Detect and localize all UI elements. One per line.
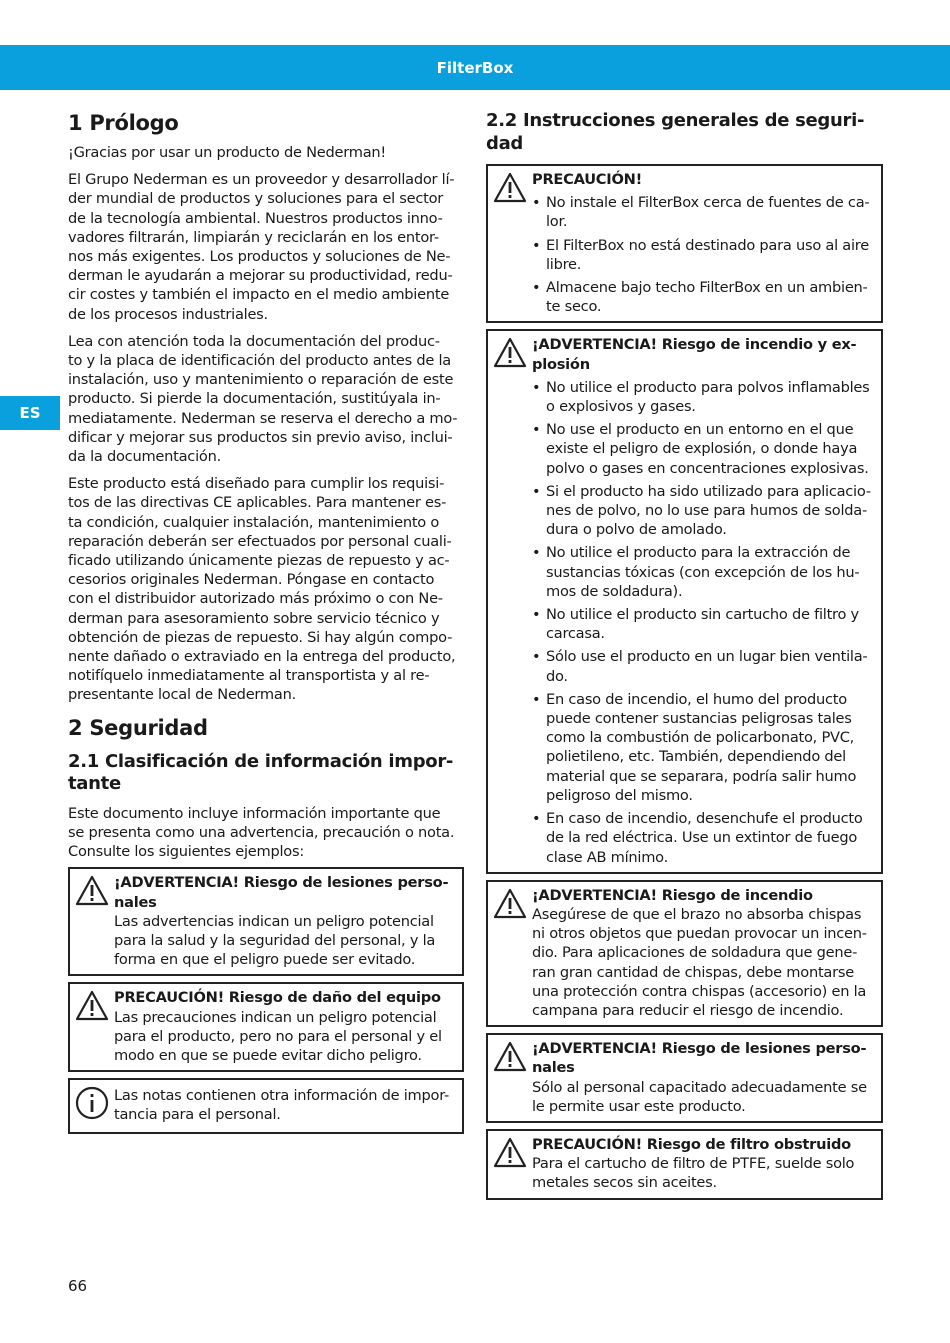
warning-triangle-icon	[75, 990, 109, 1022]
text-line: como la combustión de policarbonato, PVC,	[546, 729, 855, 747]
list-item	[532, 378, 875, 416]
text-line: modo en que se puede evitar dicho peligro.	[114, 1046, 422, 1064]
text-line: carcasa.	[546, 625, 605, 643]
info-circle-icon	[75, 1086, 109, 1120]
header-bar	[0, 45, 950, 90]
warning-body	[532, 1078, 875, 1116]
heading-clasificacion	[68, 751, 464, 796]
warning-triangle-icon	[493, 1041, 527, 1073]
list-item	[532, 236, 875, 274]
text-line: campana para reducir el riesgo de incendio.	[532, 1001, 844, 1019]
text-line: Sólo al personal capacitado adecuadamente se	[532, 1078, 867, 1096]
list-item	[532, 690, 875, 805]
warning-body	[114, 912, 456, 970]
text-line: producto. Si pierde la documentación, sustitúyala in-	[68, 390, 441, 408]
caution-title	[532, 170, 875, 189]
text-line: • No utilice el producto sin cartucho de filtro y	[546, 606, 859, 624]
text-line: para el producto, pero no para el personal y el	[114, 1027, 442, 1045]
text-line: reparación deberán ser efectuados por personal cuali-	[68, 532, 452, 550]
paragraph-este	[68, 474, 464, 704]
text-line: to y la placa de identificación del producto antes de la	[68, 352, 451, 370]
text-line: se presenta como una advertencia, precaución o nota.	[68, 823, 455, 841]
text-line: Las notas contienen otra información de impor-	[114, 1087, 450, 1105]
text-line: • Si el producto ha sido utilizado para aplicacio-	[546, 482, 871, 500]
text-line: derman le ayudarán a mejorar su productividad, redu-	[68, 267, 453, 285]
text-line: dura o polvo de amolado.	[546, 521, 727, 539]
text-line: dad	[486, 132, 524, 154]
text-line: con el distribuidor autorizado más próximo o con Ne-	[68, 590, 443, 608]
text-line: material que se separara, podría salir humo	[546, 767, 857, 785]
caution-title	[114, 988, 456, 1007]
text-line: Este documento incluye información importante que	[68, 804, 441, 822]
text-line: plosión	[532, 355, 590, 373]
heading-prologo: 1 Prólogo	[68, 111, 179, 135]
paragraph-documento	[68, 804, 464, 862]
text-line: do.	[546, 667, 568, 685]
text-line: Para el cartucho de filtro de PTFE, suelde solo	[532, 1155, 855, 1173]
text-line: peligroso del mismo.	[546, 786, 693, 804]
text-line: ni otros objetos que puedan provocar un incen-	[532, 925, 867, 943]
text-line: Las precauciones indican un peligro potencial	[114, 1008, 437, 1026]
text-line: nos más exigentes. Los productos y soluciones de Ne-	[68, 248, 451, 266]
caution-body	[114, 1008, 456, 1066]
text-line: ¡ADVERTENCIA! Riesgo de lesiones perso-	[532, 1040, 867, 1058]
list-item	[532, 605, 875, 643]
text-line: Consulte los siguientes ejemplos:	[68, 843, 304, 861]
warning-triangle-icon	[493, 172, 527, 204]
text-line: Asegúrese de que el brazo no absorba chispas	[532, 905, 862, 923]
text-line: • No utilice el producto para polvos inflamables	[546, 378, 870, 396]
text-line: forma en que el peligro puede ser evitado.	[114, 951, 416, 969]
text-line: Lea con atención toda la documentación del produc-	[68, 332, 440, 350]
text-line: • No instale el FilterBox cerca de fuentes de ca-	[546, 194, 870, 212]
heading-instrucciones	[486, 110, 883, 155]
text-line: sustancias tóxicas (con excepción de los hu-	[546, 563, 860, 581]
text-line: te seco.	[546, 298, 602, 316]
list-item	[532, 809, 875, 867]
warning-box-lesiones	[486, 1033, 883, 1123]
header-title: FilterBox	[436, 58, 514, 77]
warning-title	[532, 335, 875, 373]
text-line: ¡Gracias por usar un producto de Nederman!	[68, 144, 386, 161]
language-tab	[0, 396, 60, 430]
text-line: • No utilice el producto para la extracción de	[546, 544, 851, 562]
text-line: mos de soldadura).	[546, 582, 683, 600]
text-line: libre.	[546, 255, 582, 273]
text-line: PRECAUCIÓN!	[532, 171, 642, 188]
text-line: der mundial de productos y soluciones para el sector	[68, 190, 444, 208]
text-line: PRECAUCIÓN! Riesgo de daño del equipo	[114, 989, 441, 1007]
text-line: • El FilterBox no está destinado para uso al aire	[546, 236, 869, 254]
warning-triangle-icon	[493, 888, 527, 920]
text-line: tos de las directivas CE aplicables. Para mantener es-	[68, 494, 447, 512]
list-item	[532, 193, 875, 231]
text-line: dificar y mejorar sus productos sin previo aviso, inclui-	[68, 428, 453, 446]
left-column	[68, 110, 464, 1140]
warning-triangle-icon	[493, 337, 527, 369]
text-line: derman para asesoramiento sobre servicio técnico y	[68, 609, 440, 627]
text-line: nes de polvo, no lo use para humos de solda-	[546, 502, 867, 520]
text-line: nales	[532, 1059, 575, 1077]
text-line: instalación, uso y mantenimiento o reparación de este	[68, 371, 454, 389]
warning-box-incendio-explosion	[486, 329, 883, 873]
text-line: polietileno, etc. También, dependiendo del	[546, 748, 846, 766]
text-line: vadores filtrarán, limpiarán y reciclarán en los entor-	[68, 228, 439, 246]
warning-body	[532, 905, 875, 1020]
warning-title	[532, 1039, 875, 1077]
text-line: ¡ADVERTENCIA! Riesgo de incendio	[532, 886, 813, 904]
right-column	[486, 110, 883, 1206]
list-item	[532, 278, 875, 316]
text-line: El Grupo Nederman es un proveedor y desarrollador lí-	[68, 171, 455, 189]
text-line: 2.1 Clasificación de información impor-	[68, 750, 454, 772]
paragraph-lea	[68, 332, 464, 466]
text-line: o explosivos y gases.	[546, 398, 696, 416]
text-line: cesorios originales Nederman. Póngase en contacto	[68, 571, 435, 589]
text-line: polvo o gases en concentraciones explosivas.	[546, 459, 869, 477]
text-line: de la red eléctrica. Use un extintor de fuego	[546, 829, 858, 847]
text-line: 2.2 Instrucciones generales de seguri-	[486, 110, 865, 131]
note-body	[114, 1086, 456, 1124]
warning-title	[114, 873, 456, 911]
caution-box-general	[486, 164, 883, 323]
paragraph-gracias	[68, 143, 464, 162]
text-line: clase AB mínimo.	[546, 848, 668, 866]
paragraph-grupo	[68, 170, 464, 324]
note-box	[68, 1078, 464, 1133]
text-line: • En caso de incendio, desenchufe el producto	[546, 810, 863, 828]
warning-title	[532, 886, 875, 905]
text-line: le permite usar este producto.	[532, 1097, 746, 1115]
text-line: existe el peligro de explosión, o donde haya	[546, 440, 858, 458]
list-item	[532, 482, 875, 540]
text-line: nales	[114, 893, 157, 911]
text-line: obtención de piezas de repuesto. Si hay algún compo-	[68, 628, 453, 646]
text-line: ¡ADVERTENCIA! Riesgo de lesiones perso-	[114, 874, 449, 892]
warning-box-incendio	[486, 880, 883, 1027]
text-line: dio. Para aplicaciones de soldadura que gene-	[532, 944, 858, 962]
text-line: • Almacene bajo techo FilterBox en un ambien-	[546, 279, 868, 297]
text-line: da la documentación.	[68, 448, 221, 466]
warning-list	[532, 378, 875, 867]
list-item	[532, 647, 875, 685]
text-line: puede contener sustancias peligrosas tales	[546, 710, 852, 728]
text-line: tancia para el personal.	[114, 1106, 281, 1124]
text-line: lor.	[546, 213, 568, 231]
warning-box-lesiones	[68, 867, 464, 976]
text-line: de la tecnología ambiental. Nuestros productos inno-	[68, 209, 443, 227]
caution-body	[532, 1154, 875, 1192]
text-line: Este producto está diseñado para cumplir los requisi-	[68, 475, 445, 493]
warning-triangle-icon	[493, 1137, 527, 1169]
text-line: • No use el producto en un entorno en el que	[546, 421, 854, 439]
caution-box-filtro	[486, 1129, 883, 1200]
text-line: nente dañado o extraviado en la entrega del producto,	[68, 648, 456, 666]
page-number: 66	[68, 1277, 88, 1295]
text-line: mediatamente. Nederman se reserva el derecho a mo-	[68, 409, 458, 427]
text-line: ta condición, cualquier instalación, mantenimiento o	[68, 513, 440, 531]
text-line: Las advertencias indican un peligro potencial	[114, 912, 434, 930]
text-line: ¡ADVERTENCIA! Riesgo de incendio y ex-	[532, 336, 857, 354]
caution-list	[532, 193, 875, 316]
text-line: metales secos sin aceites.	[532, 1174, 717, 1192]
text-line: ficado utilizando únicamente piezas de repuesto y ac-	[68, 552, 450, 570]
language-label: ES	[19, 404, 41, 422]
list-item	[532, 420, 875, 478]
text-line: tante	[68, 773, 121, 795]
text-line: cir costes y también el impacto en el medio ambiente	[68, 286, 450, 304]
text-line: una protección contra chispas (accesorio) en la	[532, 982, 867, 1000]
text-line: • En caso de incendio, el humo del producto	[546, 690, 847, 708]
caution-box-equipo	[68, 982, 464, 1072]
warning-triangle-icon	[75, 875, 109, 907]
text-line: de los procesos industriales.	[68, 305, 268, 323]
text-line: PRECAUCIÓN! Riesgo de filtro obstruido	[532, 1135, 851, 1153]
text-line: para la salud y la seguridad del personal, y la	[114, 931, 436, 949]
heading-seguridad: 2 Seguridad	[68, 715, 208, 740]
text-line: presentante local de Nederman.	[68, 686, 296, 704]
text-line: • Sólo use el producto en un lugar bien ventila-	[546, 648, 868, 666]
caution-title	[532, 1135, 875, 1154]
text-line: notifíquelo inmediatamente al transportista y al re-	[68, 667, 430, 685]
text-line: ran gran cantidad de chispas, debe montarse	[532, 963, 854, 981]
list-item	[532, 543, 875, 601]
